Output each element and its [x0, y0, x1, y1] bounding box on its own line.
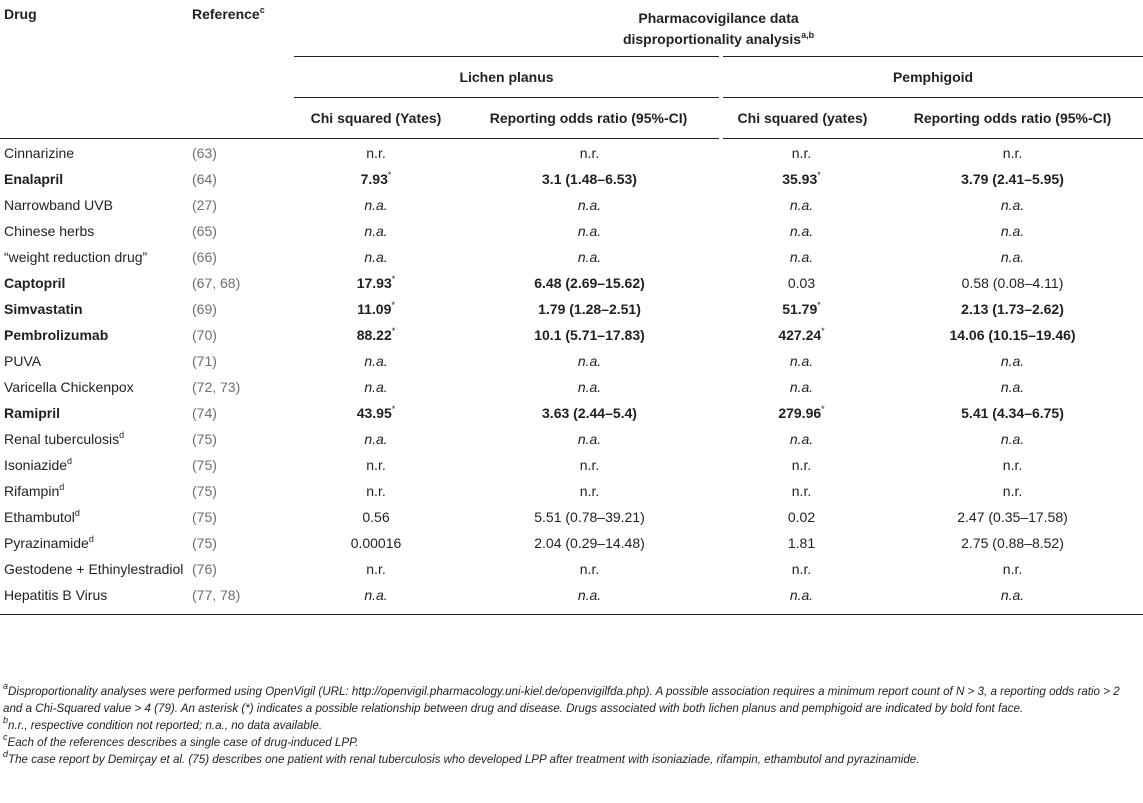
- chi-lichen-cell: [294, 555, 458, 581]
- chi-pemphigoid-cell: [721, 503, 882, 529]
- drug-cell: [0, 217, 190, 243]
- ror-lichen-cell: [458, 555, 721, 581]
- drug-cell-text: Ethambutol: [4, 509, 75, 525]
- reference-cell[interactable]: [190, 425, 294, 451]
- table-row: [0, 165, 1143, 191]
- chi-lichen-cell: [294, 243, 458, 269]
- ror-pemphigoid-cell: [882, 555, 1143, 581]
- drug-cell: [0, 555, 190, 581]
- footnote-marker: d: [3, 749, 9, 759]
- reference-link[interactable]: (27): [192, 197, 217, 213]
- chi-lichen-cell: [294, 451, 458, 477]
- chi-lichen-cell-marker: *: [387, 170, 392, 180]
- ror-lichen-cell: [458, 529, 721, 555]
- drug-cell: [0, 295, 190, 321]
- reference-link[interactable]: (75): [192, 509, 217, 525]
- reference-link[interactable]: (63): [192, 145, 217, 161]
- footnote-c: [3, 734, 1141, 751]
- chi-lichen-cell: [294, 503, 458, 529]
- drug-cell-marker: d: [74, 508, 80, 518]
- ror-pemphigoid-cell-text: n.a.: [1000, 353, 1025, 369]
- drug-cell-marker: d: [59, 482, 65, 492]
- ror-lichen-cell-text: n.r.: [579, 561, 600, 577]
- header-ror-pemphigoid: Reporting odds ratio (95%-CI): [882, 98, 1143, 139]
- chi-lichen-cell: [294, 139, 458, 166]
- ror-lichen-cell-text: n.r.: [579, 457, 600, 473]
- table-row: [0, 555, 1143, 581]
- drug-cell-text: Simvastatin: [4, 301, 83, 317]
- header-pv-line2: disproportionality analysis$^{a,b}$: [622, 30, 815, 47]
- ror-lichen-cell-text: n.r.: [579, 145, 600, 161]
- ror-lichen-cell-text: n.a.: [577, 431, 602, 447]
- drug-cell-marker: d: [67, 456, 73, 466]
- drug-cell-text: PUVA: [4, 353, 42, 369]
- ror-lichen-cell-text: n.a.: [577, 197, 602, 213]
- ror-lichen-cell: [458, 269, 721, 295]
- reference-cell[interactable]: [190, 399, 294, 425]
- ror-lichen-cell: [458, 581, 721, 615]
- ror-pemphigoid-cell-text: n.a.: [1000, 223, 1025, 239]
- ror-lichen-cell-text: n.a.: [577, 223, 602, 239]
- ror-lichen-cell: [458, 165, 721, 191]
- chi-pemphigoid-cell: [721, 373, 882, 399]
- ror-pemphigoid-cell-text: n.r.: [1002, 561, 1023, 577]
- drug-cell-text: Ramipril: [4, 405, 61, 421]
- chi-pemphigoid-cell: [721, 347, 882, 373]
- reference-link[interactable]: (74): [192, 405, 217, 421]
- chi-pemphigoid-cell: [721, 399, 882, 425]
- ror-pemphigoid-cell-text: 3.79 (2.41–5.95): [961, 171, 1064, 187]
- footnote-d: [3, 751, 1141, 768]
- ror-pemphigoid-cell: [882, 399, 1143, 425]
- chi-lichen-cell-text: 0.56: [362, 509, 390, 525]
- reference-cell[interactable]: [190, 191, 294, 217]
- drug-cell-text: Cinnarizine: [4, 145, 75, 161]
- chi-lichen-cell: [294, 529, 458, 555]
- ror-lichen-cell-text: 3.1 (1.48–6.53): [542, 171, 637, 187]
- table-row: [0, 217, 1143, 243]
- chi-lichen-cell-text: 43.95: [356, 405, 392, 421]
- ror-pemphigoid-cell-text: 2.13 (1.73–2.62): [961, 301, 1064, 317]
- header-group-lichen-planus: Lichen planus: [294, 57, 721, 98]
- footnote-marker: c: [3, 732, 8, 742]
- chi-pemphigoid-cell-text: 35.93: [782, 171, 818, 187]
- ror-lichen-cell-text: 10.1 (5.71–17.83): [534, 327, 645, 343]
- ror-lichen-cell: [458, 477, 721, 503]
- chi-pemphigoid-cell-text: n.a.: [789, 223, 814, 239]
- table-row: [0, 191, 1143, 217]
- ror-pemphigoid-cell: [882, 503, 1143, 529]
- ror-pemphigoid-cell: [882, 477, 1143, 503]
- drug-cell: [0, 581, 190, 615]
- ror-lichen-cell-text: 1.79 (1.28–2.51): [538, 301, 641, 317]
- chi-lichen-cell: [294, 165, 458, 191]
- footnote-text: Disproportionality analyses were performed using OpenVigil (URL: http://openvigil.pharmacology.uni-kiel.de/openvigilfda.php). A possible association requires a minimum report count of N > 3, a reporting odds ratio > 2 and a Chi-Squared value > 4 (79). An asterisk (*) indicates a possible relationship between drug and disease. Drugs associated with both lichen planus and pemphigoid are indicated by bold font face.: [3, 685, 1120, 715]
- chi-pemphigoid-cell: [721, 451, 882, 477]
- footnote-text: n.r., respective condition not reported; n.a., no data available.: [8, 719, 323, 732]
- header-group-pemphigoid: Pemphigoid: [721, 57, 1143, 98]
- header-drug: Drug: [4, 6, 37, 22]
- ror-pemphigoid-cell: [882, 243, 1143, 269]
- ror-lichen-cell: [458, 399, 721, 425]
- header-ror-lichen: Reporting odds ratio (95%-CI): [458, 98, 721, 139]
- chi-pemphigoid-cell: [721, 477, 882, 503]
- table-row: [0, 529, 1143, 555]
- table-row: [0, 451, 1143, 477]
- ror-pemphigoid-cell-text: n.a.: [1000, 379, 1025, 395]
- chi-pemphigoid-cell-marker: *: [821, 404, 825, 414]
- ror-lichen-cell: [458, 347, 721, 373]
- ror-pemphigoid-cell: [882, 191, 1143, 217]
- chi-lichen-cell: [294, 399, 458, 425]
- chi-pemphigoid-cell-text: 51.79: [782, 301, 818, 317]
- reference-cell[interactable]: [190, 269, 294, 295]
- chi-lichen-cell-text: n.r.: [366, 145, 386, 161]
- table-row: [0, 269, 1143, 295]
- ror-pemphigoid-cell-text: n.a.: [1000, 249, 1025, 265]
- drug-cell: [0, 451, 190, 477]
- chi-pemphigoid-cell-text: n.a.: [789, 587, 814, 603]
- table-row: [0, 581, 1143, 615]
- ror-pemphigoid-cell-text: 0.58 (0.08–4.11): [961, 275, 1064, 291]
- drug-cell-text: Rifampin: [4, 483, 60, 499]
- ror-pemphigoid-cell: [882, 581, 1143, 615]
- ror-lichen-cell-text: 2.04 (0.29–14.48): [534, 535, 645, 551]
- ror-pemphigoid-cell-text: n.r.: [1002, 457, 1023, 473]
- chi-pemphigoid-cell: [721, 529, 882, 555]
- reference-link[interactable]: (75): [192, 535, 217, 551]
- ror-pemphigoid-cell: [882, 165, 1143, 191]
- chi-lichen-cell: [294, 321, 458, 347]
- chi-lichen-cell-text: n.a.: [364, 223, 388, 239]
- ror-lichen-cell-text: 5.51 (0.78–39.21): [534, 509, 645, 525]
- chi-lichen-cell-text: n.a.: [364, 197, 388, 213]
- drug-cell: [0, 321, 190, 347]
- reference-cell[interactable]: [190, 243, 294, 269]
- chi-pemphigoid-cell: [721, 217, 882, 243]
- chi-lichen-cell-text: 88.22: [356, 327, 392, 343]
- drug-cell: [0, 399, 190, 425]
- drug-cell-text: Pyrazinamide: [4, 535, 89, 551]
- drug-cell: [0, 425, 190, 451]
- header-reference: Reference$^c$: [192, 5, 265, 22]
- chi-lichen-cell: [294, 347, 458, 373]
- chi-lichen-cell-marker: *: [391, 326, 396, 336]
- chi-lichen-cell: [294, 373, 458, 399]
- footnote-b: [3, 717, 1141, 734]
- chi-pemphigoid-cell-text: 427.24: [778, 327, 822, 343]
- table-row: [0, 399, 1143, 425]
- footnote-text: The case report by Demirçay et al. (75) describes one patient with renal tuberculosis who developed LPP after treatment with isoniaziade, rifampin, ethambutol and pyrazinamide.: [8, 753, 920, 766]
- reference-cell[interactable]: [190, 477, 294, 503]
- chi-pemphigoid-cell-text: 0.02: [787, 509, 816, 525]
- chi-lichen-cell-marker: *: [391, 404, 396, 414]
- chi-lichen-cell: [294, 581, 458, 615]
- chi-pemphigoid-cell: [721, 165, 882, 191]
- chi-lichen-cell-text: n.r.: [366, 457, 386, 473]
- ror-lichen-cell: [458, 217, 721, 243]
- reference-link[interactable]: (65): [192, 223, 217, 239]
- chi-lichen-cell-text: n.a.: [364, 431, 388, 447]
- chi-lichen-cell-text: n.a.: [364, 353, 388, 369]
- ror-lichen-cell-text: n.a.: [577, 353, 602, 369]
- ror-lichen-cell-text: 3.63 (2.44–5.4): [542, 405, 637, 421]
- reference-link[interactable]: (77, 78): [192, 587, 241, 603]
- reference-cell[interactable]: [190, 555, 294, 581]
- drug-cell: [0, 529, 190, 555]
- drug-cell: [0, 347, 190, 373]
- chi-pemphigoid-cell: [721, 425, 882, 451]
- ror-pemphigoid-cell-text: 14.06 (10.15–19.46): [949, 327, 1076, 343]
- footnote-marker: b: [3, 715, 9, 725]
- reference-link[interactable]: (75): [192, 431, 217, 447]
- ror-lichen-cell: [458, 321, 721, 347]
- reference-link[interactable]: (67, 68): [192, 275, 241, 291]
- table-header: [0, 0, 1143, 139]
- drug-cell-text: Narrowband UVB: [4, 197, 113, 213]
- reference-link[interactable]: (76): [192, 561, 217, 577]
- chi-pemphigoid-cell-text: n.r.: [791, 561, 812, 577]
- reference-cell[interactable]: [190, 217, 294, 243]
- chi-pemphigoid-cell: [721, 555, 882, 581]
- reference-cell[interactable]: [190, 139, 294, 166]
- reference-link[interactable]: (71): [192, 353, 217, 369]
- table-row: [0, 139, 1143, 166]
- reference-cell[interactable]: [190, 451, 294, 477]
- chi-pemphigoid-cell-text: n.r.: [791, 457, 812, 473]
- reference-link[interactable]: (64): [192, 171, 217, 187]
- chi-lichen-cell-text: 7.93: [360, 171, 388, 187]
- ror-pemphigoid-cell-text: 2.75 (0.88–8.52): [961, 535, 1064, 551]
- chi-lichen-cell: [294, 295, 458, 321]
- chi-pemphigoid-cell: [721, 191, 882, 217]
- ror-pemphigoid-cell-text: 2.47 (0.35–17.58): [957, 509, 1068, 525]
- reference-cell[interactable]: [190, 347, 294, 373]
- ror-pemphigoid-cell: [882, 451, 1143, 477]
- drug-cell: [0, 477, 190, 503]
- drug-cell: [0, 243, 190, 269]
- ror-pemphigoid-cell-text: n.r.: [1002, 145, 1023, 161]
- header-pv-line1: Pharmacovigilance data: [638, 10, 799, 26]
- ror-pemphigoid-cell: [882, 269, 1143, 295]
- header-chi-pemphigoid: Chi squared (yates): [721, 98, 882, 139]
- ror-pemphigoid-cell: [882, 295, 1143, 321]
- chi-pemphigoid-cell-text: n.r.: [791, 145, 812, 161]
- drug-cell-text: Renal tuberculosis: [4, 431, 120, 447]
- ror-pemphigoid-cell: [882, 373, 1143, 399]
- table-row: [0, 503, 1143, 529]
- ror-lichen-cell: [458, 139, 721, 166]
- chi-lichen-cell: [294, 477, 458, 503]
- chi-pemphigoid-cell: [721, 269, 882, 295]
- chi-pemphigoid-cell-text: 0.03: [787, 275, 816, 291]
- table-body: [0, 139, 1143, 615]
- reference-cell[interactable]: [190, 373, 294, 399]
- drug-cell-marker: d: [88, 534, 94, 544]
- drug-cell-text: Captopril: [4, 275, 66, 291]
- chi-pemphigoid-cell-text: n.r.: [791, 483, 812, 499]
- drug-cell-text: Varicella Chickenpox: [4, 379, 134, 395]
- ror-lichen-cell: [458, 425, 721, 451]
- ror-lichen-cell: [458, 191, 721, 217]
- reference-cell[interactable]: [190, 581, 294, 615]
- chi-lichen-cell: [294, 425, 458, 451]
- drug-cell-text: Hepatitis B Virus: [4, 587, 108, 603]
- ror-lichen-cell: [458, 295, 721, 321]
- chi-pemphigoid-cell-marker: *: [817, 170, 821, 180]
- chi-lichen-cell-text: 11.09: [357, 301, 392, 317]
- reference-cell[interactable]: [190, 503, 294, 529]
- reference-link[interactable]: (75): [192, 483, 217, 499]
- table-row: [0, 425, 1143, 451]
- reference-cell[interactable]: [190, 321, 294, 347]
- ror-lichen-cell: [458, 243, 721, 269]
- drug-cell-text: Gestodene + Ethinylestradiol: [4, 561, 184, 577]
- drug-cell: [0, 191, 190, 217]
- reference-link[interactable]: (70): [192, 327, 217, 343]
- ror-pemphigoid-cell-text: n.a.: [1000, 431, 1025, 447]
- reference-link[interactable]: (75): [192, 457, 217, 473]
- table-row: [0, 321, 1143, 347]
- chi-lichen-cell-marker: *: [391, 274, 396, 284]
- ror-pemphigoid-cell: [882, 529, 1143, 555]
- table-row: [0, 243, 1143, 269]
- ror-lichen-cell: [458, 503, 721, 529]
- reference-link[interactable]: (69): [192, 301, 217, 317]
- ror-pemphigoid-cell-text: 5.41 (4.34–6.75): [961, 405, 1064, 421]
- drug-cell-text: Enalapril: [4, 171, 64, 187]
- ror-pemphigoid-cell: [882, 139, 1143, 166]
- drug-cell-text: Chinese herbs: [4, 223, 95, 239]
- chi-lichen-cell-text: 17.93: [356, 275, 392, 291]
- chi-lichen-cell-text: n.a.: [364, 379, 388, 395]
- chi-pemphigoid-cell-text: n.a.: [789, 249, 814, 265]
- header-pharmacovigilance: [294, 0, 1143, 57]
- chi-lichen-cell: [294, 269, 458, 295]
- table-row: [0, 347, 1143, 373]
- drug-cell: [0, 269, 190, 295]
- ror-lichen-cell: [458, 373, 721, 399]
- reference-cell[interactable]: [190, 529, 294, 555]
- drug-cell: [0, 165, 190, 191]
- chi-pemphigoid-cell: [721, 581, 882, 615]
- footnote-a: [3, 683, 1141, 717]
- ror-lichen-cell-text: 6.48 (2.69–15.62): [534, 275, 645, 291]
- chi-pemphigoid-cell-marker: *: [821, 326, 825, 336]
- drug-cell: [0, 139, 190, 166]
- footnote-marker: a: [3, 681, 9, 691]
- ror-pemphigoid-cell-text: n.r.: [1002, 483, 1023, 499]
- chi-lichen-cell: [294, 217, 458, 243]
- footnote-text: Each of the references describes a single case of drug-induced LPP.: [7, 736, 359, 749]
- ror-lichen-cell-text: n.r.: [579, 483, 600, 499]
- chi-lichen-cell-text: n.r.: [366, 483, 386, 499]
- reference-cell[interactable]: [190, 295, 294, 321]
- chi-pemphigoid-cell-text: n.a.: [789, 379, 814, 395]
- ror-pemphigoid-cell: [882, 347, 1143, 373]
- chi-lichen-cell-text: n.a.: [364, 587, 388, 603]
- chi-pemphigoid-cell-text: 1.81: [787, 535, 816, 551]
- drug-cell-text: Isoniazide: [4, 457, 68, 473]
- ror-lichen-cell-text: n.a.: [577, 587, 602, 603]
- chi-pemphigoid-cell-text: n.a.: [789, 431, 814, 447]
- reference-cell[interactable]: [190, 165, 294, 191]
- chi-lichen-cell: [294, 191, 458, 217]
- ror-pemphigoid-cell: [882, 425, 1143, 451]
- ror-lichen-cell-text: n.a.: [577, 249, 602, 265]
- chi-pemphigoid-cell: [721, 139, 882, 166]
- table-row: [0, 373, 1143, 399]
- table-footnotes: [3, 683, 1141, 768]
- chi-lichen-cell-text: n.r.: [366, 561, 386, 577]
- chi-pemphigoid-cell: [721, 295, 882, 321]
- chi-lichen-cell-marker: *: [391, 300, 395, 310]
- reference-link[interactable]: (66): [192, 249, 217, 265]
- ror-pemphigoid-cell: [882, 321, 1143, 347]
- drug-cell-marker: d: [119, 430, 125, 440]
- table-row: [0, 295, 1143, 321]
- ror-pemphigoid-cell-text: n.a.: [1000, 197, 1025, 213]
- ror-pemphigoid-cell-text: n.a.: [1000, 587, 1025, 603]
- chi-pemphigoid-cell-text: 279.96: [778, 405, 822, 421]
- chi-lichen-cell-text: 0.00016: [350, 535, 402, 551]
- drug-cell-text: “weight reduction drug”: [4, 249, 148, 265]
- ror-pemphigoid-cell: [882, 217, 1143, 243]
- chi-pemphigoid-cell: [721, 243, 882, 269]
- ror-lichen-cell: [458, 451, 721, 477]
- drug-cell: [0, 503, 190, 529]
- chi-pemphigoid-cell-marker: *: [817, 300, 821, 310]
- table-row: [0, 477, 1143, 503]
- drug-cell-text: Pembrolizumab: [4, 327, 109, 343]
- chi-pemphigoid-cell-text: n.a.: [789, 353, 814, 369]
- chi-lichen-cell-text: n.a.: [364, 249, 388, 265]
- ror-lichen-cell-text: n.a.: [577, 379, 602, 395]
- chi-pemphigoid-cell: [721, 321, 882, 347]
- reference-link[interactable]: (72, 73): [192, 379, 241, 395]
- chi-pemphigoid-cell-text: n.a.: [789, 197, 814, 213]
- drug-cell: [0, 373, 190, 399]
- header-chi-lichen: Chi squared (Yates): [294, 98, 458, 139]
